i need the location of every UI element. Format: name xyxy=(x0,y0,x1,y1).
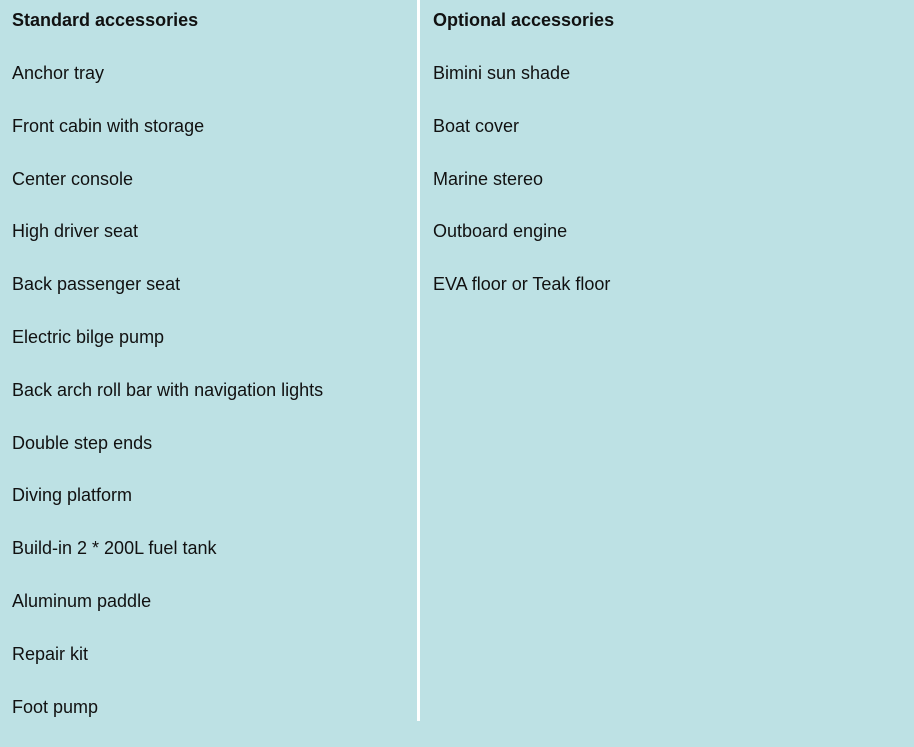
list-item: Foot pump xyxy=(12,696,99,717)
list-item: Anchor tray xyxy=(12,63,105,83)
list-item: Center console xyxy=(12,168,134,189)
optional-accessories-column xyxy=(420,0,914,721)
list-item: High driver seat xyxy=(12,221,139,242)
list-item: Back arch roll bar with navigation lights xyxy=(12,379,324,400)
standard-accessories-list xyxy=(12,61,323,747)
standard-accessories-column xyxy=(0,0,417,721)
optional-accessories-header: Optional accessories xyxy=(433,10,615,30)
list-item: Front cabin with storage xyxy=(12,115,205,136)
list-item: Outboard engine xyxy=(433,221,568,242)
list-item: Back passenger seat xyxy=(12,274,181,295)
optional-accessories-list xyxy=(433,61,610,325)
list-item: EVA floor or Teak floor xyxy=(433,274,611,295)
list-item: Diving platform xyxy=(12,485,133,506)
list-item: Bimini sun shade xyxy=(433,63,571,83)
list-item: Double step ends xyxy=(12,432,153,453)
list-item: Boat cover xyxy=(433,115,520,136)
list-item: Build-in 2 * 200L fuel tank xyxy=(12,538,217,559)
list-item: Aluminum paddle xyxy=(12,590,152,611)
list-item: Marine stereo xyxy=(433,168,544,189)
list-item: Repair kit xyxy=(12,643,89,664)
list-item: Electric bilge pump xyxy=(12,326,165,347)
standard-accessories-header: Standard accessories xyxy=(12,10,199,30)
